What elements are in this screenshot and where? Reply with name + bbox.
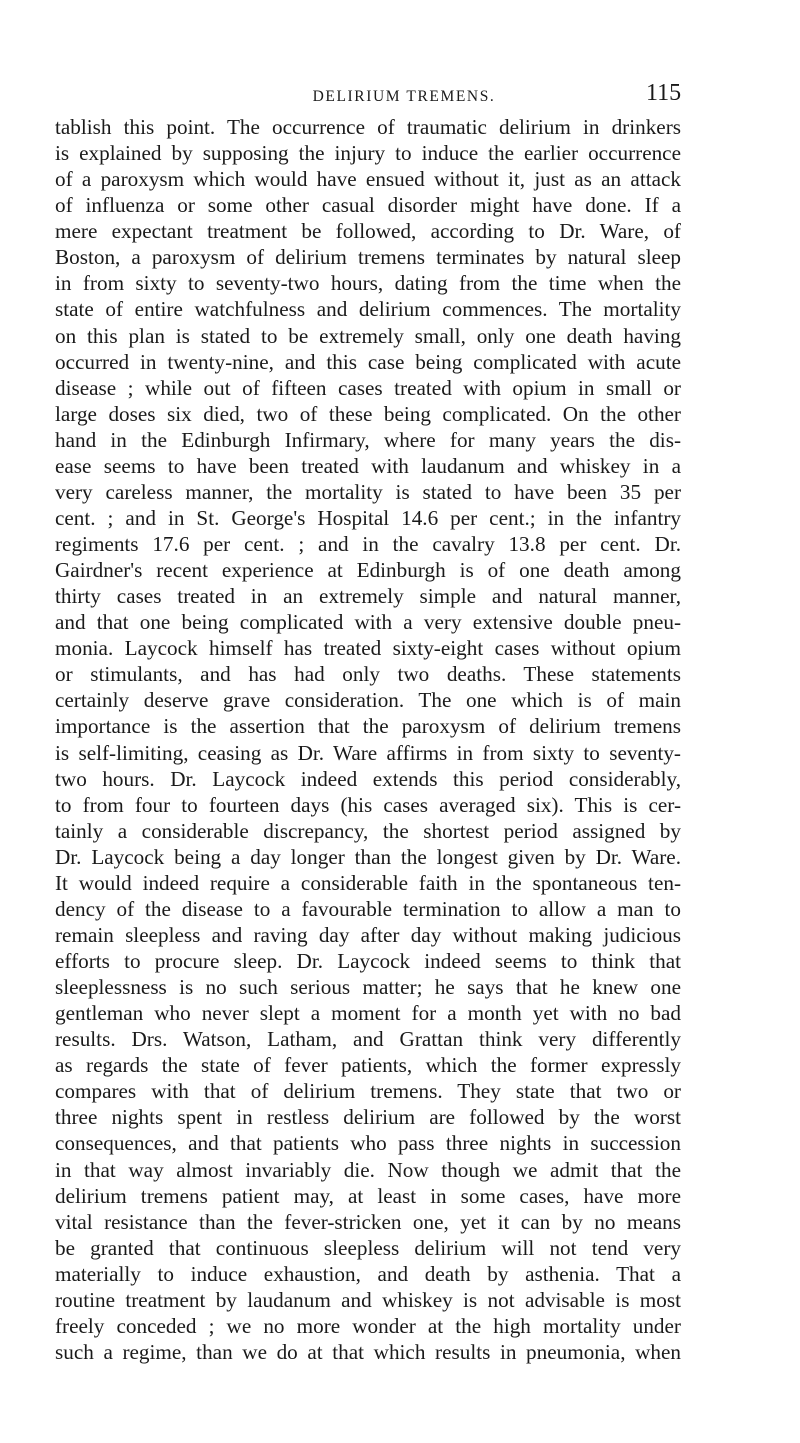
text-line: delirium tremens patient may, at least in some cases, have more [55, 1183, 681, 1208]
text-line: mere expectant treatment be followed, according to Dr. Ware, of [55, 219, 681, 244]
text-line: certainly deserve grave consideration. The one which is of main [55, 688, 681, 713]
text-line: hand in the Edinburgh Infirmary, where for many years the dis- [55, 427, 681, 452]
text-line: materially to induce exhaustion, and death by asthenia. That a [55, 1261, 681, 1286]
text-line: vital resistance than the fever-stricken one, yet it can by no means [55, 1209, 681, 1234]
text-line: or stimulants, and has had only two deaths. These statements [55, 662, 681, 687]
body-paragraph [55, 114, 681, 1365]
text-line: be granted that continuous sleepless delirium will not tend very [55, 1235, 681, 1260]
text-line: sleeplessness is no such serious matter; he says that he knew one [55, 975, 681, 1000]
text-line: thirty cases treated in an extremely simple and natural manner, [55, 584, 681, 609]
text-line: occurred in twenty-nine, and this case being complicated with acute [55, 349, 681, 374]
text-line: It would indeed require a considerable faith in the spontaneous ten- [55, 870, 681, 895]
text-line: dency of the disease to a favourable termination to allow a man to [55, 896, 681, 921]
running-head: DELIRIUM TREMENS. [312, 88, 496, 105]
text-line: tainly a considerable discrepancy, the shortest period assigned by [55, 818, 681, 843]
text-line: of influenza or some other casual disorder might have done. If a [55, 193, 681, 218]
text-line: ease seems to have been treated with laudanum and whiskey in a [55, 453, 681, 478]
text-line: as regards the state of fever patients, which the former expressly [55, 1053, 681, 1078]
text-line: large doses six died, two of these being complicated. On the other [55, 401, 681, 426]
text-line: of a paroxysm which would have ensued without it, just as an attack [55, 167, 681, 192]
text-line: is explained by supposing the injury to induce the earlier occurrence [55, 141, 681, 166]
text-line: two hours. Dr. Laycock indeed extends this period considerably, [55, 766, 681, 791]
text-line: cent. ; and in St. George's Hospital 14.6 per cent.; in the infantry [55, 505, 681, 530]
text-line: results. Drs. Watson, Latham, and Grattan think very differently [55, 1027, 681, 1052]
text-line: Dr. Laycock being a day longer than the longest given by Dr. Ware. [55, 844, 681, 869]
page-number: 115 [646, 80, 682, 106]
text-line: routine treatment by laudanum and whiskey is not advisable is most [55, 1287, 681, 1312]
text-line: disease ; while out of fifteen cases treated with opium in small or [55, 375, 681, 400]
text-line: very careless manner, the mortality is stated to have been 35 per [55, 479, 681, 504]
text-line: to from four to fourteen days (his cases averaged six). This is cer- [55, 792, 681, 817]
text-line: tablish this point. The occurrence of traumatic delirium in drinkers [55, 115, 681, 139]
text-line: consequences, and that patients who pass three nights in succession [55, 1131, 681, 1156]
text-line: and that one being complicated with a very extensive double pneu- [55, 610, 681, 635]
text-line: compares with that of delirium tremens. They state that two or [55, 1079, 681, 1104]
text-line: regiments 17.6 per cent. ; and in the cavalry 13.8 per cent. Dr. [55, 532, 681, 556]
text-line: Boston, a paroxysm of delirium tremens terminates by natural sleep [55, 245, 681, 270]
text-line: in that way almost invariably die. Now though we admit that the [55, 1157, 681, 1182]
text-line: Gairdner's recent experience at Edinburgh is of one death among [55, 558, 681, 583]
text-line: remain sleepless and raving day after day without making judicious [55, 922, 681, 947]
text-line: freely conceded ; we no more wonder at the high mortality under [55, 1313, 681, 1338]
text-line: in from sixty to seventy-two hours, dating from the time when the [55, 271, 681, 296]
text-line: such a regime, than we do at that which results in pneumonia, when [55, 1339, 681, 1364]
text-line: importance is the assertion that the paroxysm of delirium tremens [55, 714, 681, 739]
text-line: efforts to procure sleep. Dr. Laycock indeed seems to think that [55, 949, 681, 973]
text-line: state of entire watchfulness and delirium commences. The mortality [55, 297, 681, 322]
text-line: gentleman who never slept a moment for a month yet with no bad [55, 1001, 681, 1026]
text-line: is self-limiting, ceasing as Dr. Ware affirms in from sixty to seventy- [55, 740, 681, 765]
text-line: three nights spent in restless delirium are followed by the worst [55, 1105, 681, 1130]
text-line: on this plan is stated to be extremely small, only one death having [55, 323, 681, 348]
text-line: monia. Laycock himself has treated sixty-eight cases without opium [55, 636, 681, 661]
